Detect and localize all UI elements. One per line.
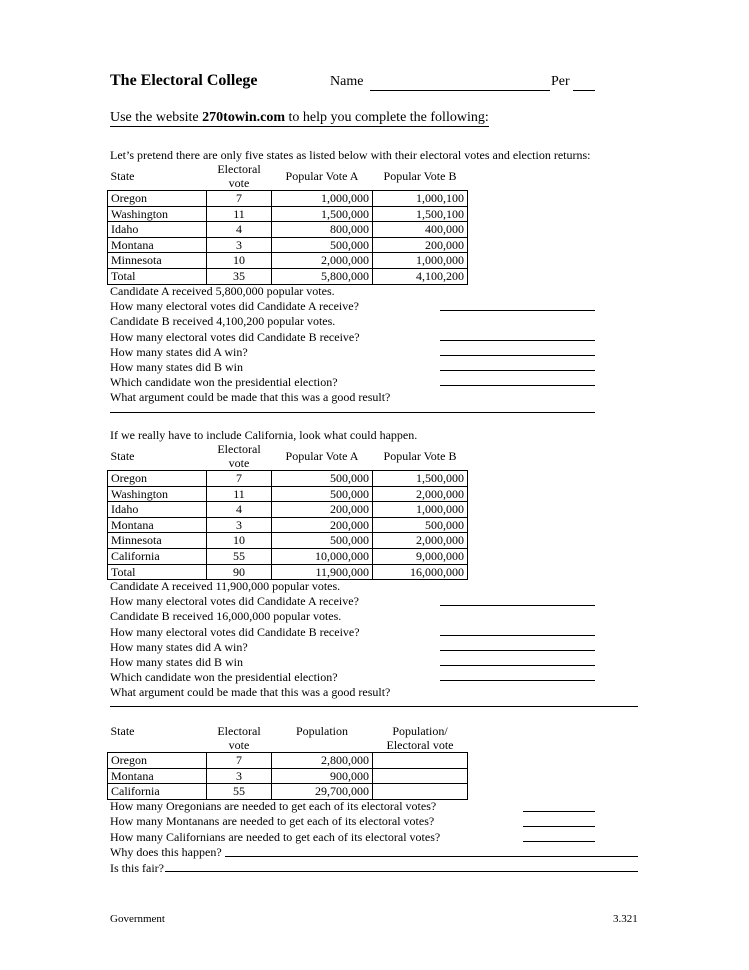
table-cell: 7 [207,753,272,769]
table-cell: 5,800,000 [272,268,373,284]
table-row [108,253,468,269]
table-cell: 4,100,200 [373,268,468,284]
col-header: State [110,168,135,183]
table-cell: 4 [207,222,272,238]
answer-blank[interactable] [225,856,638,857]
table-cell: Minnesota [108,533,207,549]
table-cell: Montana [108,237,207,253]
col-header: Electoral vote [217,442,261,470]
table-cell: 35 [207,268,272,284]
table-cell: 800,000 [272,222,373,238]
table-cell: Oregon [108,471,207,487]
table-cell: California [108,784,207,800]
table-cell: Montana [108,517,207,533]
table-row [108,268,468,284]
section1-intro: Let’s pretend there are only five states as listed below with their electoral votes and election returns: [110,148,591,162]
table-cell: Oregon [108,753,207,769]
table-cell: 11,900,000 [272,564,373,580]
table-cell: Oregon [108,191,207,207]
table-cell: 3 [207,237,272,253]
instruction-prefix: Use the website [110,110,203,125]
instruction-site: 270towin.com [202,110,285,125]
question-text: Why does this happen? [110,845,222,860]
question-text: Which candidate won the presidential election? [110,375,338,390]
name-blank[interactable] [370,90,550,91]
table-cell: 90 [207,564,272,580]
table-cell: 1,500,000 [272,206,373,222]
table-row [108,237,468,253]
table-cell: 500,000 [272,533,373,549]
table-cell [373,768,468,784]
question-text: Candidate B received 4,100,200 popular votes. [110,314,336,329]
answer-blank[interactable] [523,841,595,842]
col-header: Popular Vote A [285,169,359,183]
table-cell: 1,000,000 [373,253,468,269]
table-cell: Washington [108,486,207,502]
question-text: Which candidate won the presidential election? [110,670,338,685]
table-cell: 2,800,000 [272,753,373,769]
table-cell: 10 [207,253,272,269]
table-row [108,768,468,784]
question-text: Candidate A received 11,900,000 popular votes. [110,579,341,593]
table-cell: 2,000,000 [373,486,468,502]
table-cell: Idaho [108,222,207,238]
table-cell: 400,000 [373,222,468,238]
table-cell: 1,000,100 [373,191,468,207]
table-cell: 55 [207,548,272,564]
question-text: How many Oregonians are needed to get each of its electoral votes? [110,799,437,813]
answer-blank[interactable] [440,340,595,341]
answer-blank[interactable] [440,680,595,681]
per-blank[interactable] [573,90,595,91]
col-header: Popular Vote B [383,449,457,463]
table-cell: 10 [207,533,272,549]
question-text: What argument could be made that this was a good result? [110,390,391,405]
table-cell: 29,700,000 [272,784,373,800]
table-cell: 2,000,000 [373,533,468,549]
question-text: How many states did B win [110,360,243,374]
answer-blank[interactable] [440,355,595,356]
section2-table [107,442,468,580]
table-header-row [108,162,468,191]
table-cell: 200,000 [373,237,468,253]
col-header: State [110,724,135,738]
section3-table [107,724,468,800]
answer-blank[interactable] [440,605,595,606]
col-header: Popular Vote B [383,169,457,183]
question-text: How many electoral votes did Candidate A receive? [110,594,359,609]
table-cell: 500,000 [373,517,468,533]
table-cell: 3 [207,517,272,533]
instruction-suffix: to help you complete the following: [284,110,489,125]
table-row [108,517,468,533]
table-cell: 1,000,000 [272,191,373,207]
table-row [108,191,468,207]
question-text: Candidate B received 16,000,000 popular votes. [110,609,342,624]
table-cell: 500,000 [272,471,373,487]
instruction [110,110,489,127]
name-label: Name [330,74,364,89]
table-cell: 16,000,000 [373,564,468,580]
per-label: Per [551,74,570,89]
answer-blank[interactable] [110,412,595,413]
table-cell: 4 [207,502,272,518]
answer-blank[interactable] [165,871,638,872]
col-header: Electoral vote [217,162,261,190]
table-cell: 7 [207,191,272,207]
table-cell: 500,000 [272,237,373,253]
table-row [108,784,468,800]
table-cell: 200,000 [272,502,373,518]
table-cell: Total [108,268,207,284]
table-cell: Montana [108,768,207,784]
section2-intro: If we really have to include California, look what could happen. [110,428,418,442]
table-header-row [108,724,468,753]
table-cell: 1,500,100 [373,206,468,222]
question-text: How many states did A win? [110,344,248,359]
table-row [108,486,468,502]
question-text: What argument could be made that this was a good result? [110,685,391,700]
table-cell [373,753,468,769]
table-row [108,222,468,238]
table-cell: 900,000 [272,768,373,784]
table-cell: Washington [108,206,207,222]
col-header: Popular Vote A [285,449,359,463]
table-cell: 11 [207,206,272,222]
question-text: How many Montanans are needed to get each of its electoral votes? [110,814,435,829]
table-cell: 55 [207,784,272,800]
answer-blank[interactable] [440,665,595,666]
footer-left: Government [110,913,165,925]
table-row [108,471,468,487]
table-cell: 1,000,000 [373,502,468,518]
col-header: Electoral vote [217,724,261,752]
col-header: Population/ Electoral vote [386,724,454,752]
question-text: How many states did B win [110,655,243,669]
table-cell: Total [108,564,207,580]
table-cell: 3 [207,768,272,784]
table-cell: 500,000 [272,486,373,502]
answer-blank[interactable] [440,310,595,311]
table-cell: 9,000,000 [373,548,468,564]
table-row [108,753,468,769]
answer-blank[interactable] [440,635,595,636]
answer-blank[interactable] [440,385,595,386]
question-text: How many states did A win? [110,639,248,654]
table-row [108,564,468,580]
answer-blank[interactable] [523,826,595,827]
answer-blank[interactable] [440,650,595,651]
table-cell: 1,500,000 [373,471,468,487]
question-text: Candidate A received 5,800,000 popular votes. [110,284,335,298]
page-title: The Electoral College [110,72,258,89]
table-cell: 11 [207,486,272,502]
answer-blank[interactable] [523,811,595,812]
table-row [108,548,468,564]
table-row [108,502,468,518]
question-text: How many Californians are needed to get each of its electoral votes? [110,829,441,844]
table-row [108,206,468,222]
question-text: How many electoral votes did Candidate A receive? [110,299,359,314]
table-cell: California [108,548,207,564]
table-cell: 10,000,000 [272,548,373,564]
question-text: How many electoral votes did Candidate B receive? [110,624,360,639]
section1-table [107,162,468,285]
question-text: How many electoral votes did Candidate B receive? [110,329,360,344]
col-header: Population [295,724,348,738]
answer-blank[interactable] [440,370,595,371]
question-text: Is this fair? [110,860,164,875]
table-row [108,533,468,549]
section-divider [110,706,638,707]
table-cell [373,784,468,800]
col-header: State [110,448,135,463]
table-cell: 7 [207,471,272,487]
table-header-row [108,442,468,471]
table-cell: 2,000,000 [272,253,373,269]
table-cell: 200,000 [272,517,373,533]
table-cell: Minnesota [108,253,207,269]
table-cell: Idaho [108,502,207,518]
footer-right: 3.321 [613,913,638,925]
